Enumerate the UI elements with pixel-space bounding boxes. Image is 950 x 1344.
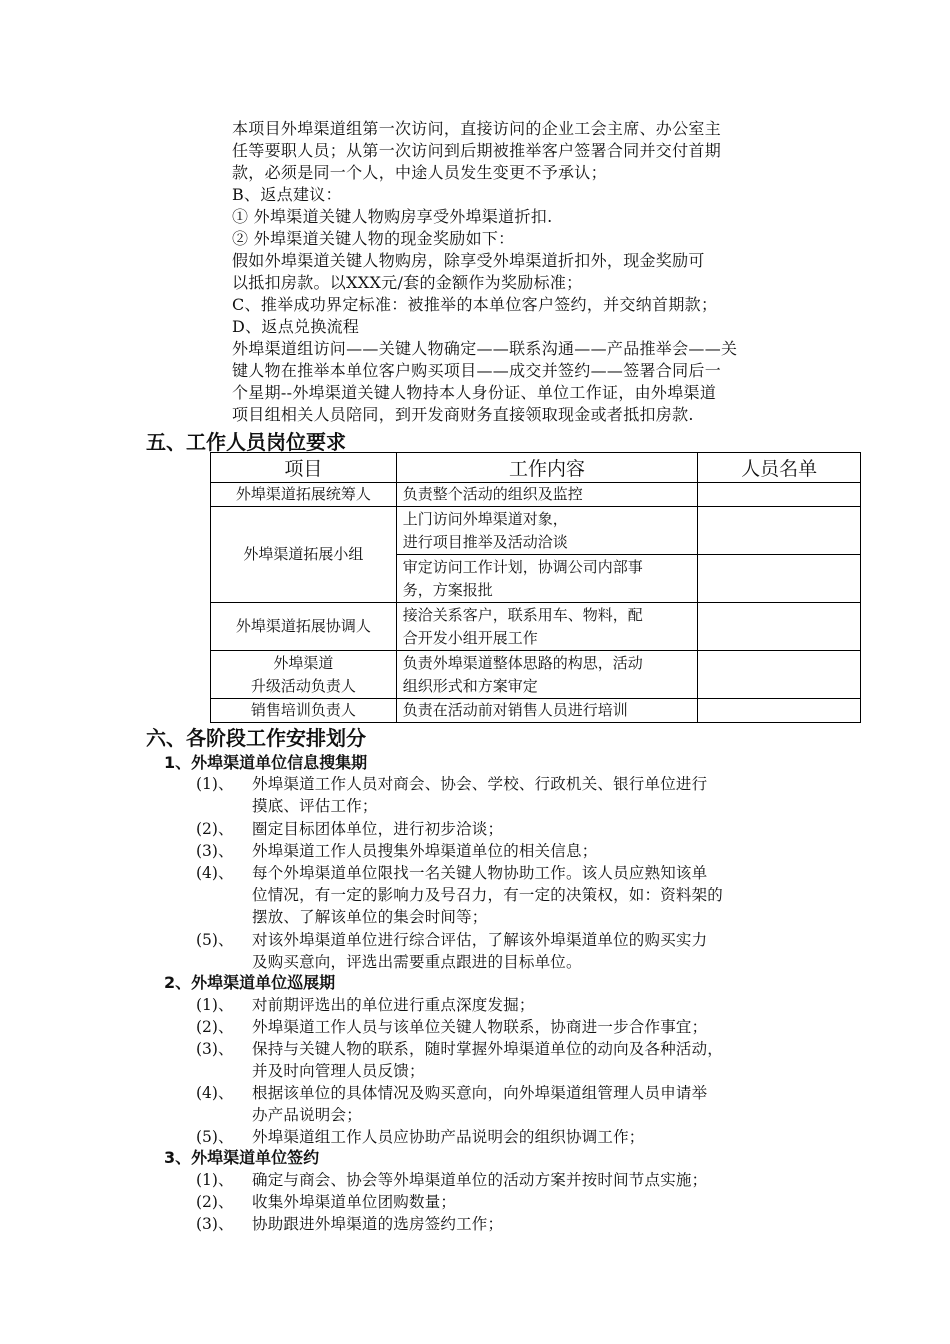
item-number: (3)、 [196,1215,234,1233]
staff-requirements-table [210,452,861,723]
item-text: 收集外埠渠道单位团购数量； [252,1193,457,1211]
item-number: (1)、 [196,996,234,1014]
column-header: 人员名单 [698,453,861,483]
item-text: 外埠渠道工作人员对商会、协会、学校、行政机关、银行单位进行 [252,775,708,793]
names-cell [698,651,861,699]
table-row [211,483,861,507]
content-cell [396,507,698,555]
names-cell [698,699,861,723]
item-text: 办产品说明会； [252,1106,362,1124]
section-title: 五、工作人员岗位要求 [146,430,346,454]
intro-line: 外埠渠道组访问——关键人物确定——联系沟通——产品推举会——关 [232,339,738,358]
item-cell: 外埠渠道拓展统筹人 [211,483,397,507]
intro-line: C、推举成功界定标准：被推举的本单位客户签约，并交纳首期款； [232,295,718,314]
content-line: 审定访问工作计划，协调公司内部事 [402,557,643,576]
content-cell: 负责整个活动的组织及监控 [396,483,698,507]
item-cell: 外埠渠道拓展协调人 [211,603,397,651]
item-text: 摸底、评估工作； [252,797,378,815]
column-header: 项目 [211,453,397,483]
phase-title: 3、外埠渠道单位签约 [164,1148,320,1167]
item-text: 并及时向管理人员反馈； [252,1062,425,1080]
intro-line: 本项目外埠渠道组第一次访问，直接访问的企业工会主席、办公室主 [232,119,722,138]
intro-line: ② 外埠渠道关键人物的现金奖励如下： [232,229,515,248]
content-line: 负责外埠渠道整体思路的构思，活动 [402,653,643,672]
item-text: 外埠渠道工作人员搜集外埠渠道单位的相关信息； [252,842,598,860]
item-text: 摆放、了解该单位的集会时间等； [252,908,488,926]
item-number: (2)、 [196,1018,234,1036]
intro-line: ① 外埠渠道关键人物购房享受外埠渠道折扣. [232,207,553,226]
content-cell [396,651,698,699]
content-line: 接洽关系客户，联系用车、物料，配 [402,605,643,624]
item-number: (4)、 [196,864,234,882]
column-header: 工作内容 [396,453,698,483]
table-row [211,507,861,555]
content-line: 进行项目推举及活动洽谈 [402,532,568,551]
item-text: 及购买意向，评选出需要重点跟进的目标单位。 [252,953,582,971]
content-line: 务，方案报批 [402,580,493,599]
intro-line: D、返点兑换流程 [232,317,360,336]
table-row [211,603,861,651]
item-cell [211,651,397,699]
item-text: 确定与商会、协会等外埠渠道单位的活动方案并按时间节点实施； [252,1171,708,1189]
item-text: 对前期评选出的单位进行重点深度发掘； [252,996,535,1014]
content-line: 上门访问外埠渠道对象， [402,509,568,528]
item-number: (2)、 [196,1193,234,1211]
item-number: (3)、 [196,1040,234,1058]
item-text: 外埠渠道工作人员与该单位关键人物联系，协商进一步合作事宜； [252,1018,708,1036]
intro-line: B、返点建议： [232,185,342,204]
item-text: 位情况，有一定的影响力及号召力，有一定的决策权，如：资料架的 [252,886,724,904]
section-title: 六、各阶段工作安排划分 [146,726,366,750]
item-text: 保持与关键人物的联系，随时掌握外埠渠道单位的动向及各种活动， [252,1040,724,1058]
item-cell: 销售培训负责人 [211,699,397,723]
item-text: 每个外埠渠道单位限找一名关键人物协助工作。该人员应熟知该单 [252,864,708,882]
names-cell [698,555,861,603]
intro-line: 以抵扣房款。以XXX元/套的金额作为奖励标准； [232,273,583,292]
intro-line: 任等要职人员；从第一次访问到后期被推举客户签署合同并交付首期 [232,141,722,160]
table-header-row [211,453,861,483]
item-number: (2)、 [196,820,234,838]
phase-title: 1、外埠渠道单位信息搜集期 [164,753,368,772]
intro-line: 项目组相关人员陪同，到开发商财务直接领取现金或者抵扣房款. [232,405,694,424]
item-text: 对该外埠渠道单位进行综合评估，了解该外埠渠道单位的购买实力 [252,931,708,949]
content-line: 组织形式和方案审定 [402,676,538,695]
item-number: (3)、 [196,842,234,860]
names-cell [698,507,861,555]
item-text: 协助跟进外埠渠道的选房签约工作； [252,1215,504,1233]
item-number: (1)、 [196,775,234,793]
names-cell [698,483,861,507]
item-line: 外埠渠道 [273,653,334,672]
content-cell [396,603,698,651]
item-number: (5)、 [196,931,234,949]
item-number: (4)、 [196,1084,234,1102]
intro-line: 假如外埠渠道关键人物购房，除享受外埠渠道折扣外，现金奖励可 [232,251,705,270]
item-text: 根据该单位的具体情况及购买意向，向外埠渠道组管理人员申请举 [252,1084,708,1102]
phase-title: 2、外埠渠道单位巡展期 [164,973,336,992]
names-cell [698,603,861,651]
content-line: 合开发小组开展工作 [402,628,538,647]
item-number: (1)、 [196,1171,234,1189]
content-cell: 负责在活动前对销售人员进行培训 [396,699,698,723]
item-text: 圈定目标团体单位，进行初步洽谈； [252,820,504,838]
item-line: 升级活动负责人 [250,676,356,695]
item-number: (5)、 [196,1128,234,1146]
intro-line: 款，必须是同一个人，中途人员发生变更不予承认； [232,163,607,182]
item-text: 外埠渠道组工作人员应协助产品说明会的组织协调工作； [252,1128,645,1146]
table-row [211,699,861,723]
table-row [211,651,861,699]
item-cell: 外埠渠道拓展小组 [211,507,397,603]
intro-line: 键人物在推举本单位客户购买项目——成交并签约——签署合同后一 [232,361,722,380]
content-cell [396,555,698,603]
intro-line: 个星期--外埠渠道关键人物持本人身份证、单位工作证，由外埠渠道 [232,383,717,402]
